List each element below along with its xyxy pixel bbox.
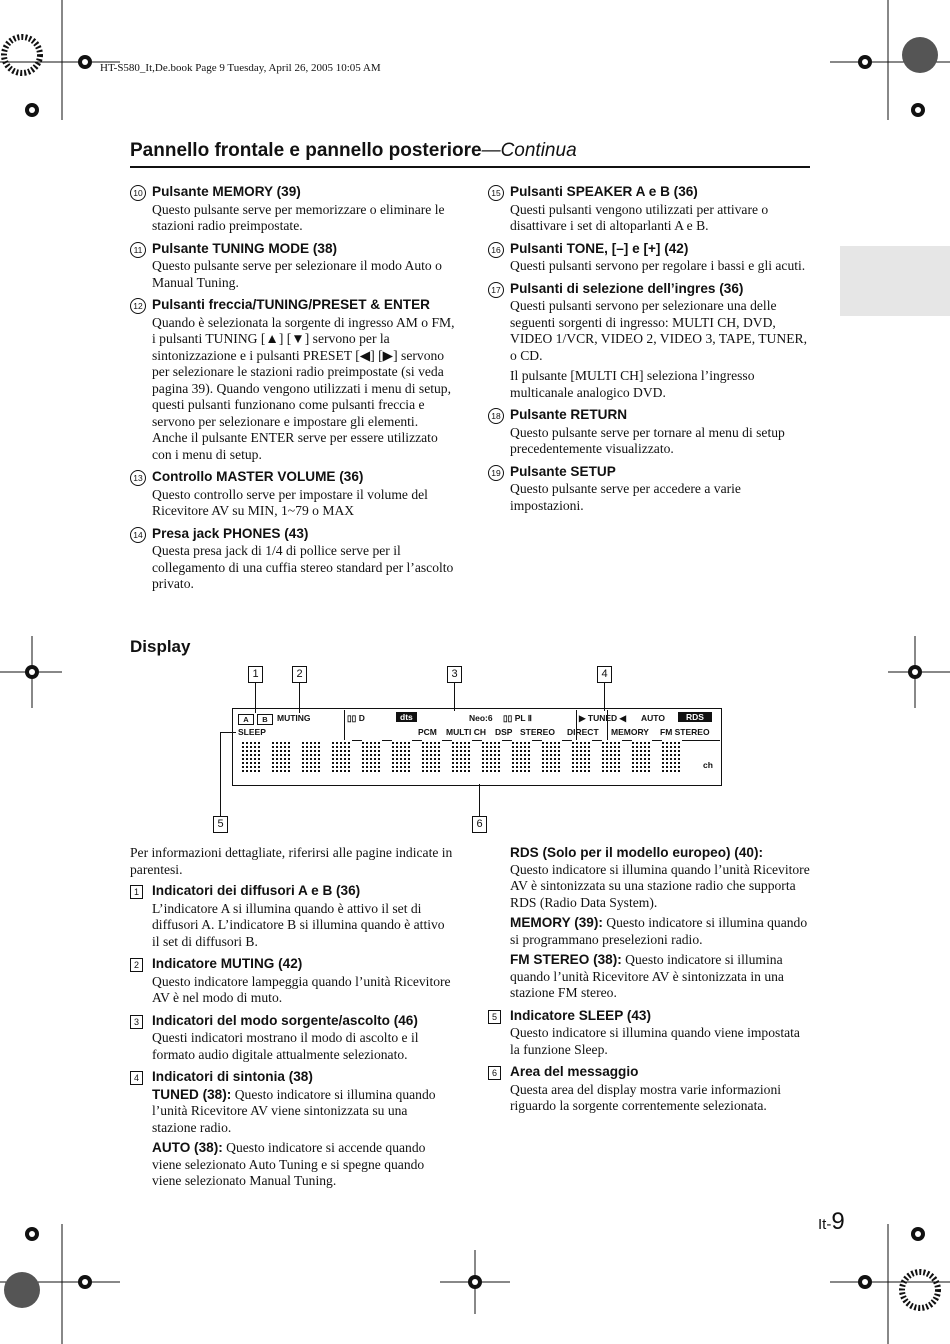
neo6-indicator: Neo:6 <box>469 713 493 723</box>
item-body <box>510 298 813 401</box>
intro-text: Per informazioni dettagliate, riferirsi alle pagine indicate in parentesi. <box>130 845 453 877</box>
item-number: 13 <box>130 470 146 486</box>
item-number: 5 <box>488 1010 501 1024</box>
sub-entry <box>510 845 813 911</box>
item-body: Questo pulsante serve per selezionare il modo Auto o Manual Tuning. <box>152 258 442 290</box>
item-body: Questo indicatore si illumina quando viene impostata la funzione Sleep. <box>510 1025 800 1057</box>
item-heading: Pulsante RETURN <box>510 407 628 422</box>
dsp-indicator: DSP <box>495 727 513 737</box>
sub-entry <box>152 1140 455 1190</box>
list-item <box>488 407 813 458</box>
tuned-indicator: ▶ TUNED ◀ <box>579 713 627 723</box>
list-item <box>488 241 813 275</box>
item-heading: Indicatori dei diffusori A e B (36) <box>152 883 361 898</box>
list-item-continued <box>488 845 813 1002</box>
ch-indicator: ch <box>703 760 713 770</box>
item-body-para: Il pulsante [MULTI CH] seleziona l’ingresso multicanale analogico DVD. <box>510 368 755 400</box>
item-heading: Controllo MASTER VOLUME (36) <box>152 469 364 484</box>
dts-indicator: dts <box>396 712 417 722</box>
item-body: Questa presa jack di 1/4 di pollice serve per il collegamento di una cuffia stereo standard per l’ascolto privato. <box>152 543 454 591</box>
item-number: 1 <box>130 885 143 899</box>
sub-key: AUTO (38): <box>152 1140 223 1155</box>
display-section-title: Display <box>130 637 191 656</box>
item-body <box>152 1087 455 1190</box>
item-body: Questi pulsanti vengono utilizzati per attivare o disattivare i set di altoparlanti A e B. <box>510 201 769 233</box>
direct-indicator: DIRECT <box>567 727 599 737</box>
item-number: 4 <box>130 1071 143 1085</box>
page-number-value: 9 <box>831 1208 845 1235</box>
page-number <box>818 1208 845 1236</box>
display-right-column <box>488 844 813 1121</box>
callout-3: 3 <box>447 666 462 683</box>
sub-key: MEMORY (39): <box>510 915 603 930</box>
item-body: Questo controllo serve per impostare il volume del Ricevitore AV su MIN, 1~79 o MAX <box>152 486 428 518</box>
book-header-note: HT-S580_It,De.book Page 9 Tuesday, April 26, 2005 10:05 AM <box>100 62 381 74</box>
sub-text: Questo indicatore si illumina quando si programmano preselezioni radio. <box>510 915 808 947</box>
item-heading: Pulsanti di selezione dell’ingres (36) <box>510 280 744 296</box>
item-number: 3 <box>130 1015 143 1029</box>
pcm-indicator: PCM <box>418 727 437 737</box>
page-prefix: It- <box>818 1216 832 1233</box>
item-number: 11 <box>130 242 146 258</box>
callout-1: 1 <box>248 666 263 683</box>
callout-2: 2 <box>292 666 307 683</box>
item-body: Questo pulsante serve per accedere a varie impostazioni. <box>510 481 741 513</box>
item-body: Questo pulsante serve per tornare al menu di setup precedentemente visualizzato. <box>510 424 785 456</box>
muting-indicator: MUTING <box>277 713 311 723</box>
sub-key: TUNED (38): <box>152 1086 232 1102</box>
stereo-indicator: STEREO <box>520 727 555 737</box>
item-number: 10 <box>130 185 146 201</box>
item-heading: Pulsanti SPEAKER A e B (36) <box>510 184 698 199</box>
fm-stereo-indicator: FM STEREO <box>660 727 710 737</box>
sub-text: Questo indicatore si illumina quando l’unità Ricevitore AV viene sintonizzata su una stazione radio. <box>152 1086 436 1135</box>
memory-indicator: MEMORY <box>611 727 649 737</box>
item-body: Questo pulsante serve per memorizzare o eliminare le stazioni radio preimpostate. <box>152 201 445 233</box>
item-body: L’indicatore A si illumina quando è attivo il set di diffusori A. L’indicatore B si illumina quando è attivo il set di diffusori B. <box>152 900 445 949</box>
list-item <box>130 1013 455 1064</box>
item-body: Questi pulsanti servono per regolare i bassi e gli acuti. <box>510 258 806 273</box>
title-suffix: —Continua <box>481 140 577 161</box>
leader-line <box>454 683 455 711</box>
list-item <box>488 184 813 235</box>
sub-text: Questo indicatore si illumina quando l’unità Ricevitore AV è sintonizzata in una stazione FM stereo. <box>510 952 784 1000</box>
item-number: 15 <box>488 185 504 201</box>
item-heading: Indicatori del modo sorgente/ascolto (46) <box>152 1012 418 1028</box>
speaker-b-indicator: B <box>257 714 273 725</box>
item-body: Questo indicatore lampeggia quando l’unità Ricevitore AV è nel modo di muto. <box>152 973 451 1005</box>
page-title <box>130 140 577 162</box>
list-item <box>488 1008 813 1059</box>
right-column <box>488 184 813 520</box>
item-number: 2 <box>130 958 143 972</box>
list-item <box>488 1064 813 1115</box>
list-item <box>130 956 455 1007</box>
callout-5: 5 <box>213 816 228 833</box>
prologic-indicator: ▯▯ PL Ⅱ <box>503 713 532 723</box>
leader-line <box>479 784 480 816</box>
item-heading: Presa jack PHONES (43) <box>152 525 309 541</box>
item-number: 18 <box>488 408 504 424</box>
item-heading: Area del messaggio <box>510 1064 639 1079</box>
item-number: 19 <box>488 465 504 481</box>
item-heading: Indicatori di sintonia (38) <box>152 1069 313 1084</box>
dolby-digital-indicator: ▯▯ D <box>347 713 365 723</box>
list-item <box>130 883 455 950</box>
title-rule <box>130 166 810 168</box>
item-number: 12 <box>130 298 146 314</box>
item-body: Questa area del display mostra varie informazioni riguardo la sorgente correntemente selezionata. <box>510 1081 782 1113</box>
callout-6: 6 <box>472 816 487 833</box>
list-item <box>488 281 813 402</box>
dd-label: D <box>358 713 365 723</box>
list-item <box>488 464 813 515</box>
item-heading: Indicatore SLEEP (43) <box>510 1007 652 1023</box>
callout-4: 4 <box>597 666 612 683</box>
rds-indicator: RDS <box>678 712 712 722</box>
sub-entry <box>152 1087 455 1137</box>
list-item <box>130 184 455 235</box>
sub-entry <box>510 952 813 1002</box>
list-item <box>130 1069 455 1190</box>
item-heading: Pulsante MEMORY (39) <box>152 184 301 199</box>
sub-key: FM STEREO (38): <box>510 952 622 967</box>
item-body <box>510 845 813 1002</box>
sub-text: Questo indicatore si accende quando viene selezionato Auto Tuning e si spegne quando viene selezionato Manual Tuning. <box>152 1140 426 1188</box>
sub-key: RDS (Solo per il modello europeo) (40): <box>510 845 764 860</box>
item-body: Quando è selezionata la sorgente di ingresso AM o FM, i pulsanti TUNING [▲] [▼] servono per la sintonizzazione e i pulsanti PRESET [◀] [▶] servono per selezionare le stazioni radio preimpostate (si veda pagina 39). Quando vengono utilizzati i menu di setup, questi pulsanti funzionano come pulsanti freccia e servono per selezionare e impostare gli elementi. Anche il pulsante ENTER serve per essere utilizzato con i menu di setup. <box>152 314 455 462</box>
display-left-column <box>130 844 455 1196</box>
leader-line <box>604 683 605 711</box>
item-number: 16 <box>488 242 504 258</box>
speaker-a-indicator: A <box>238 714 254 725</box>
auto-indicator: AUTO <box>641 713 665 723</box>
pl-label: PL Ⅱ <box>514 713 532 723</box>
list-item <box>130 297 455 463</box>
list-item <box>130 526 455 593</box>
item-heading: Pulsante SETUP <box>510 463 616 479</box>
title-text: Pannello frontale e pannello posteriore <box>130 140 482 161</box>
item-number: 17 <box>488 282 504 298</box>
item-heading: Pulsante TUNING MODE (38) <box>152 240 338 256</box>
sleep-indicator: SLEEP <box>238 727 266 737</box>
list-item <box>130 241 455 292</box>
sub-entry <box>510 915 813 948</box>
item-body-para: Questi pulsanti servono per selezionare una delle seguenti sorgenti di ingresso: MULTI CH, DVD, VIDEO 1/VCR, VIDEO 2, VIDEO 3, TAPE, TUNER, o CD. <box>510 298 807 363</box>
leader-line <box>220 732 221 816</box>
item-heading: Indicatore MUTING (42) <box>152 956 303 971</box>
item-heading: Pulsanti freccia/TUNING/PRESET & ENTER <box>152 297 430 312</box>
left-column <box>130 184 455 599</box>
multich-indicator: MULTI CH <box>446 727 486 737</box>
side-tab <box>840 246 950 316</box>
item-number: 6 <box>488 1066 501 1080</box>
list-item <box>130 469 455 520</box>
sub-text: Questo indicatore si illumina quando l’unità Ricevitore AV è sintonizzata su una stazione radio che supporta RDS (Radio Data System). <box>510 861 810 910</box>
item-number: 14 <box>130 527 146 543</box>
item-body: Questi indicatori mostrano il modo di ascolto e il formato audio digitale attualmente selezionato. <box>152 1030 419 1062</box>
item-heading: Pulsanti TONE, [–] e [+] (42) <box>510 240 689 256</box>
